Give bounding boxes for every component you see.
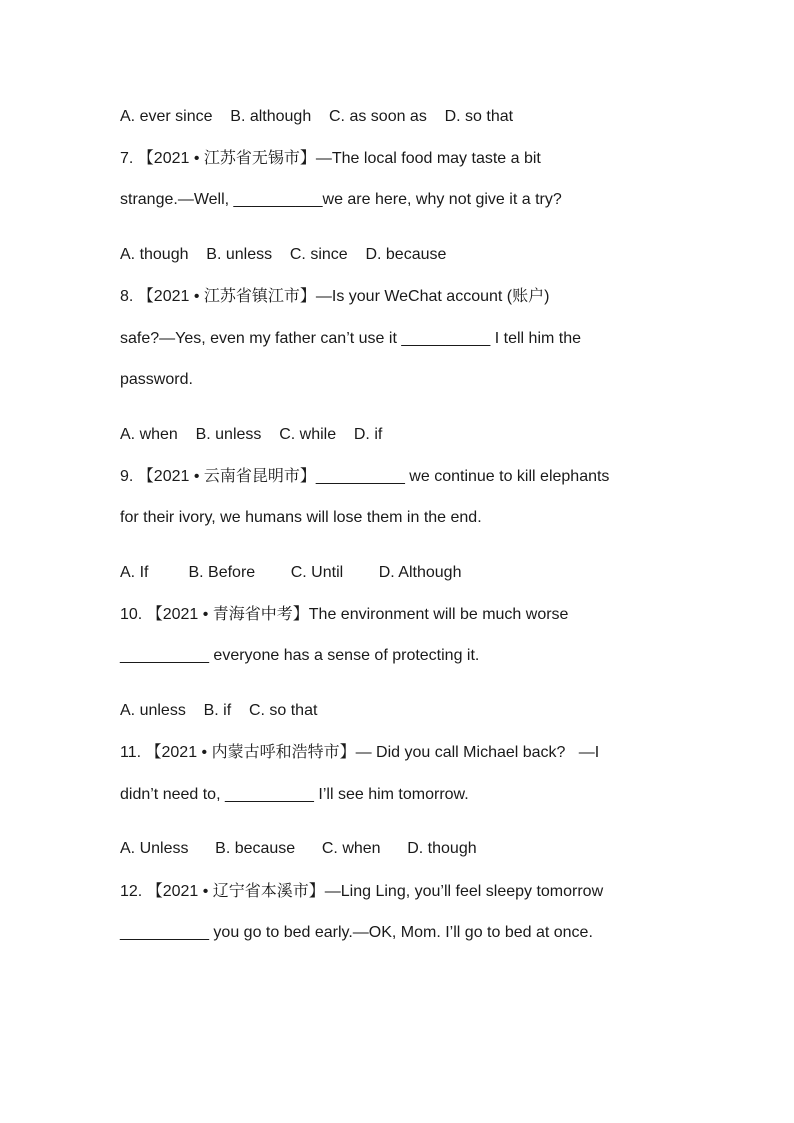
q11-options: A. Unless B. because C. when D. though bbox=[120, 840, 477, 857]
q6-options: A. ever since B. although C. as soon as D. so that bbox=[120, 108, 514, 125]
q8-stem-line1: 8. 【2021 • 江苏省镇江市】—Is your WeChat account (账户) bbox=[120, 288, 550, 305]
q9-stem-line1: 9. 【2021 • 云南省昆明市】__________ we continue to kill elephants bbox=[120, 468, 610, 485]
q8-options: A. when B. unless C. while D. if bbox=[120, 426, 383, 443]
q11-stem-line2: didn’t need to, __________ I’ll see him tomorrow. bbox=[120, 786, 469, 803]
q7-stem-line2: strange.—Well, __________we are here, why not give it a try? bbox=[120, 191, 562, 208]
q7-options: A. though B. unless C. since D. because bbox=[120, 246, 447, 263]
q9-stem-line2: for their ivory, we humans will lose them in the end. bbox=[120, 509, 482, 526]
q7-stem-line1: 7. 【2021 • 江苏省无锡市】—The local food may taste a bit bbox=[120, 150, 541, 167]
q11-stem-line1: 11. 【2021 • 内蒙古呼和浩特市】— Did you call Michael back? —I bbox=[120, 744, 600, 761]
q8-stem-line3: password. bbox=[120, 371, 193, 388]
q12-stem-line1: 12. 【2021 • 辽宁省本溪市】—Ling Ling, you’ll feel sleepy tomorrow bbox=[120, 883, 604, 900]
q8-stem-line2: safe?—Yes, even my father can’t use it __________ I tell him the bbox=[120, 330, 582, 347]
q10-stem-line1: 10. 【2021 • 青海省中考】The environment will be much worse bbox=[120, 606, 569, 623]
q9-options: A. If B. Before C. Until D. Although bbox=[120, 564, 462, 581]
q10-options: A. unless B. if C. so that bbox=[120, 702, 318, 719]
q10-stem-line2: __________ everyone has a sense of protecting it. bbox=[120, 647, 480, 664]
q12-stem-line2: __________ you go to bed early.—OK, Mom. I’ll go to bed at once. bbox=[120, 924, 593, 941]
